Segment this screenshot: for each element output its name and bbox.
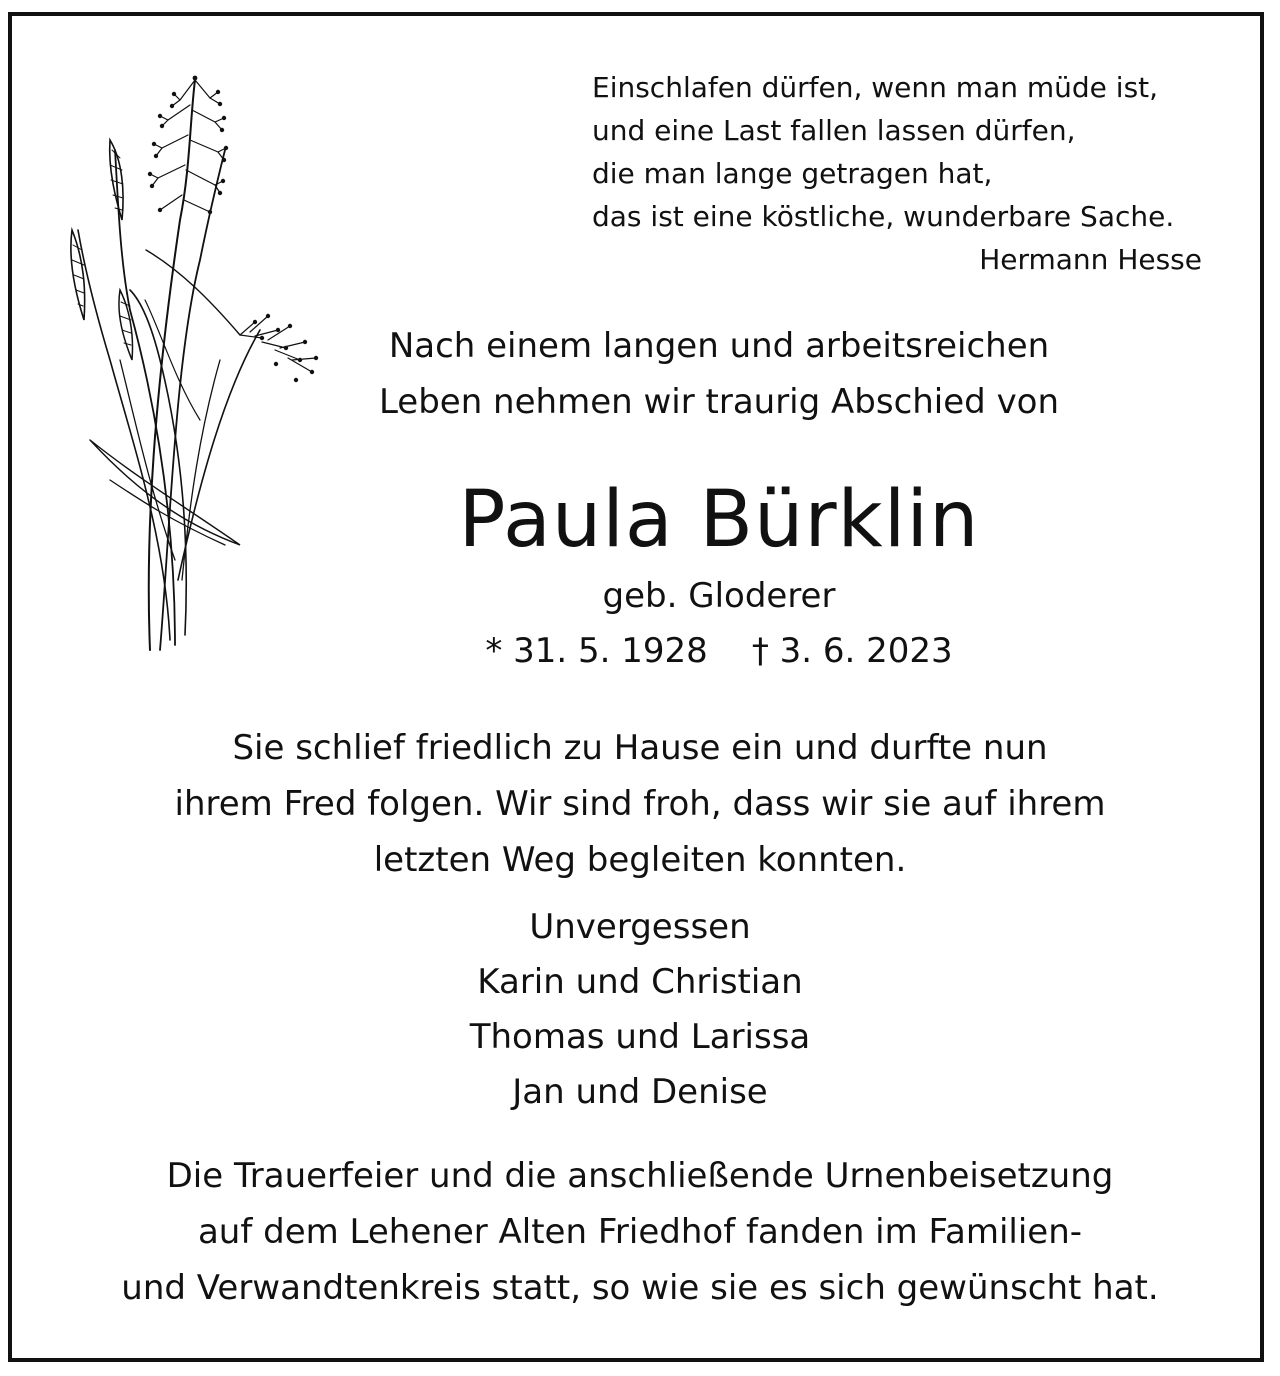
quote-line: die man lange getragen hat, [592, 157, 993, 190]
ceremony-line: und Verwandtenkreis statt, so wie sie es sich gewünscht hat. [121, 1268, 1159, 1308]
intro-line: Leben nehmen wir traurig Abschied von [378, 382, 1060, 422]
family-line: Thomas und Larissa [469, 1017, 811, 1057]
family-signature [0, 900, 1280, 1120]
maiden-name: geb. Gloderer [602, 576, 836, 616]
intro-line: Nach einem langen und arbeitsreichen [388, 326, 1050, 366]
deceased-name: Paula Bürklin [458, 475, 980, 565]
ceremony-text [0, 1148, 1280, 1316]
quote-block [592, 66, 1212, 281]
quote-line: und eine Last fallen lassen dürfen, [592, 114, 1076, 147]
quote-line: Einschlafen dürfen, wenn man müde ist, [592, 71, 1159, 104]
birth-date: * 31. 5. 1928 [485, 631, 708, 671]
story-text [0, 720, 1280, 888]
story-line: ihrem Fred folgen. Wir sind froh, dass wir sie auf ihrem [174, 784, 1106, 824]
story-line: Sie schlief friedlich zu Hause ein und durfte nun [232, 728, 1048, 768]
quote-line: das ist eine köstliche, wunderbare Sache. [592, 200, 1175, 233]
ceremony-line: Die Trauerfeier und die anschließende Urnenbeisetzung [166, 1156, 1114, 1196]
family-line: Unvergessen [529, 907, 751, 947]
family-line: Karin und Christian [477, 962, 803, 1002]
quote-author: Hermann Hesse [979, 243, 1202, 276]
intro-text [100, 318, 1280, 430]
ceremony-line: auf dem Lehener Alten Friedhof fanden im Familien- [197, 1212, 1083, 1252]
life-dates [80, 626, 1280, 676]
story-line: letzten Weg begleiten konnten. [373, 840, 907, 880]
death-date: † 3. 6. 2023 [751, 631, 953, 671]
family-line: Jan und Denise [512, 1072, 768, 1112]
